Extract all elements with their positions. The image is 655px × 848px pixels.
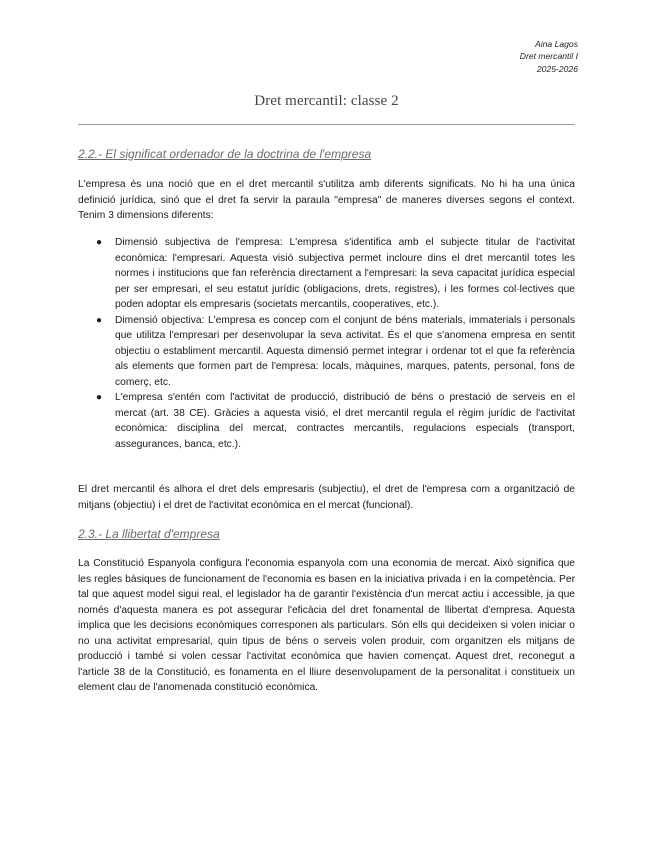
bullet-text-objective: Dimensió objectiva: L'empresa es concep com el conjunt de béns materials, immaterials i personals que utilitza l'empresari per desenvolupar la seva activitat. És el que s'anomena empresa en sentit objectiu o establiment mercantil. Aquesta dimensió permet integrar i ordenar tot el que fa referència als elements que formen part de l'empresa: locals, màquines, marques, patents, personal, fons de comerç, etc.	[115, 314, 575, 388]
course-subject: Dret mercantil I	[519, 51, 578, 62]
bullet-icon: ●	[96, 314, 103, 326]
section-heading-2-2: 2.2.- El significat ordenador de la doctrina de l'empresa	[78, 147, 372, 161]
bullet-icon: ●	[96, 392, 103, 403]
list-item	[78, 390, 575, 452]
list-item	[78, 313, 575, 391]
section-heading-2-3: 2.3.- La llibertat d'empresa	[78, 527, 220, 541]
section-2-2-intro-paragraph: L'empresa és una noció que en el dret mercantil s'utilitza amb diferents significats. No hi ha una única definició jurídica, sinó que el dret fa servir la paraula "empresa" de maneres diverses segons el context. Tenim 3 dimensions diferents:	[78, 179, 575, 221]
page-title: Dret mercantil: classe 2	[254, 93, 399, 109]
title-divider	[78, 124, 575, 125]
bullet-icon: ●	[96, 237, 103, 248]
document-header-meta	[520, 38, 578, 75]
bullet-text-functional: L'empresa s'entén com l'activitat de producció, distribució de béns o prestació de serveis en el mercat (art. 38 CE). Gràcies a aquesta visió, el dret mercantil regula el règim jurídic de l'activitat econòmica: disciplina del mercat, contractes mercantils, regulacions especials (transport, assegurances, banca, etc.).	[115, 392, 575, 450]
section-2-3-body-paragraph: La Constitució Espanyola configura l'economia espanyola com una economia de mercat. Això significa que les regles bàsiques de funcionament de l'economia es basen en la iniciativa privada i en la competència. Per tal que aquest model sigui real, el legislador ha de garantir l'existència d'un mercat actiu i accessible, ja que només d'aquesta manera es pot assegurar l'eficàcia del dret fonamental de llibertat d'empresa. Aquesta implica que les decisions econòmiques corresponen als particulars. Són ells qui decideixen si volen iniciar o no una activitat empresarial, quin tipus de béns o serveis volen produir, com organitzen els mitjans de producció i també si volen cessar l'activitat econòmica que havien començat. Aquest dret, reconegut a l'article 38 de la Constitució, es fonamenta en el lliure desenvolupament de la personalitat i constitueix un element clau de l'anomenada constitució econòmica.	[78, 558, 575, 693]
dimensions-bullet-list	[78, 235, 575, 452]
academic-year: 2025-2026	[536, 63, 578, 74]
bullet-text-subjective: Dimensió subjectiva de l'empresa: L'empresa s'identifica amb el subjecte titular de l'activitat econòmica: l'empresari. Aquesta visió subjectiva permet incloure dins el dret mercantil totes les normes i institucions que fan referència directament a l'empresari: la seva capacitat jurídica especial per ser empresari, el seu estatut jurídic (obligacions, drets, registres), i les formes col·lectives que poden adoptar els empresaris (societats mercantils, cooperatives, etc.).	[115, 237, 575, 310]
section-2-2-closing-paragraph: El dret mercantil és alhora el dret dels empresaris (subjectiu), el dret de l'empresa com a organització de mitjans (objectiu) i el dret de l'activitat econòmica en el mercat (funcional).	[78, 484, 575, 511]
list-item	[78, 235, 575, 313]
author-name: Aina Lagos	[534, 39, 578, 49]
